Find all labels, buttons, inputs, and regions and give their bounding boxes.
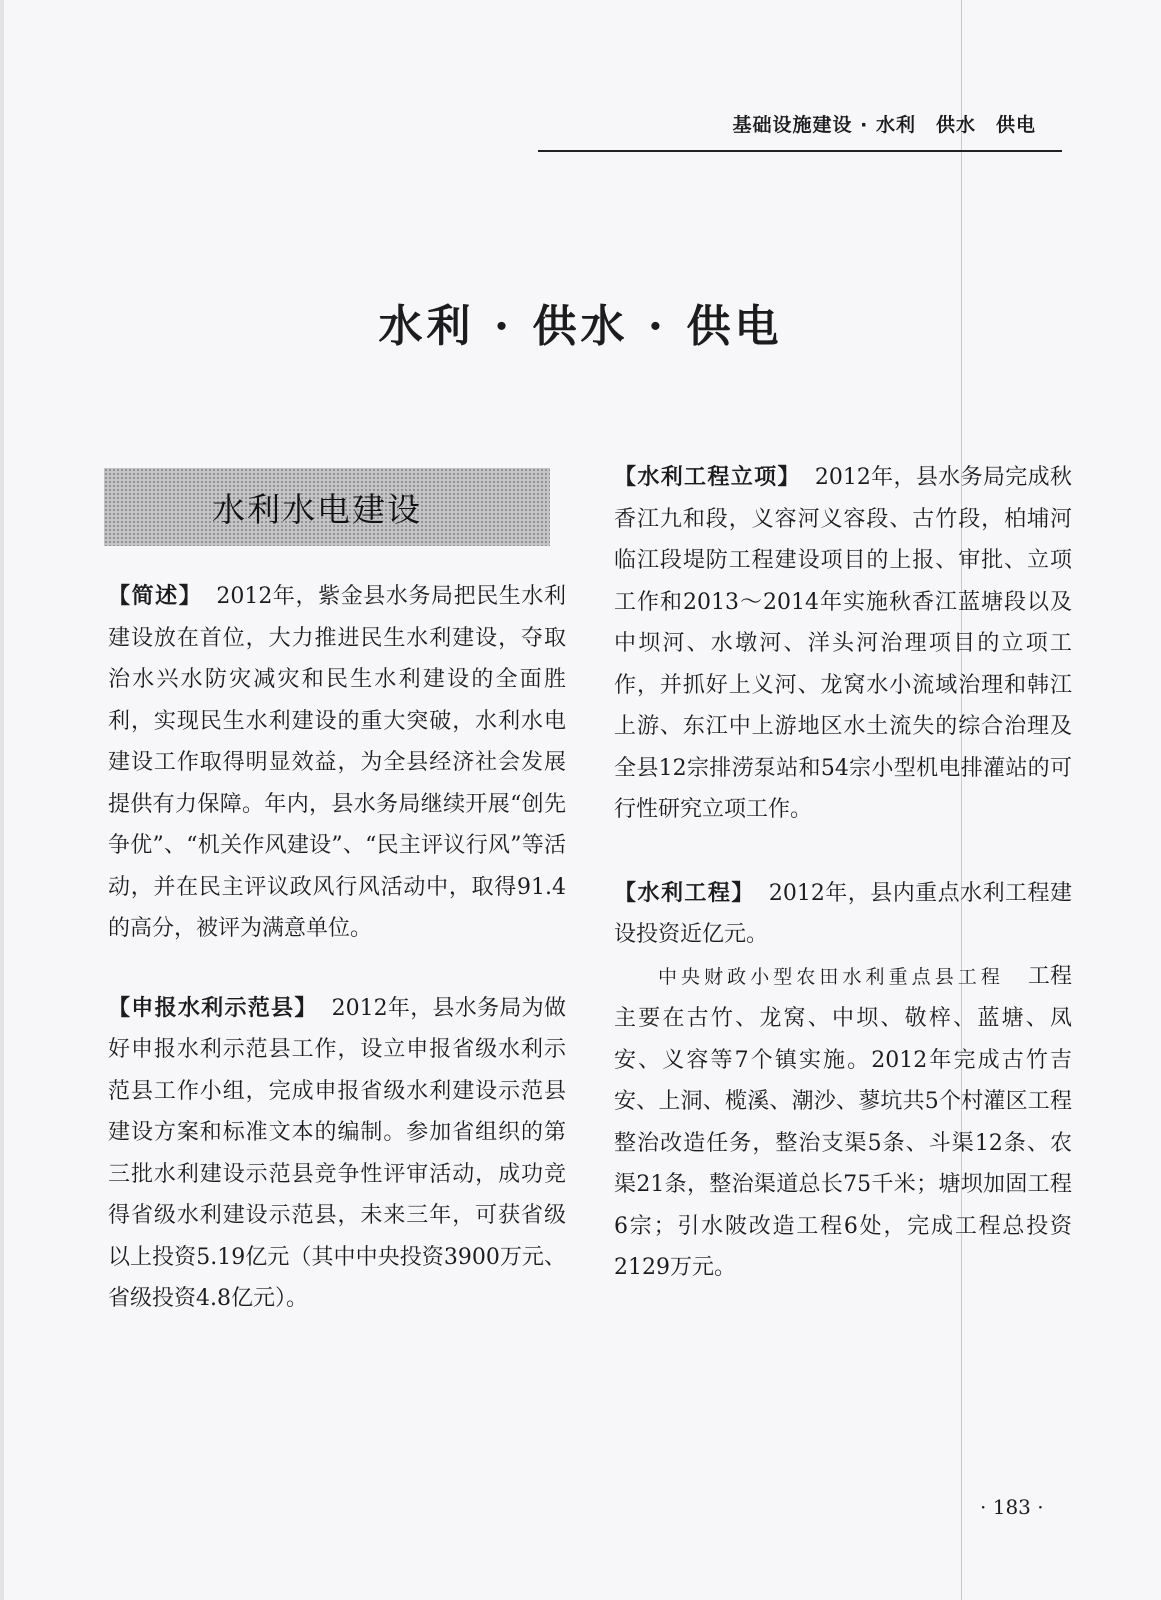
right-column bbox=[614, 457, 1072, 1289]
entry-text: 工程主要在古竹、龙窝、中坝、敬梓、蓝塘、凤安、义容等7个镇实施。2012年完成古竹吉安、上洞、榄溪、潮沙、蓼坑共5个村灌区工程整治改造任务，整治支渠5条、斗渠12条、农渠21条，整治渠道总长75千米；塘坝加固工程6宗；引水陂改造工程6处，完成工程总投资2129万元。 bbox=[614, 963, 1072, 1280]
page-number: · 183 · bbox=[980, 1495, 1044, 1519]
entry-central-finance-project bbox=[614, 956, 1072, 1289]
entry-text: 2012年，紫金县水务局把民生水利建设放在首位，大力推进民生水利建设，夺取治水兴水防灾减灾和民生水利建设的全面胜利，实现民生水利建设的重大突破，水利水电建设工作取得明显效益，为全县经济社会发展提供有力保障。年内，县水务局继续开展“创先争优”、“机关作风建设”、“民主评议行风”等活动，并在民主评议政风行风活动中，取得91.4的高分，被评为满意单位。 bbox=[108, 584, 566, 941]
entry-text: 2012年，县水务局为做好申报水利示范县工作，设立申报省级水利示范县工作小组，完成申报省级水利建设示范县建设方案和标准文本的编制。参加省组织的第三批水利建设示范县竞争性评审活动，成功竞得省级水利建设示范县，未来三年，可获省级以上投资5.19亿元（其中中央投资3900万元、省级投资4.8亿元）。 bbox=[108, 995, 566, 1311]
section-banner bbox=[104, 468, 550, 546]
page-title: 水利 · 供水 · 供电 bbox=[378, 301, 783, 352]
entry-project-approval bbox=[614, 457, 1072, 831]
left-column bbox=[108, 576, 566, 1320]
entry-tag: 【简述】 bbox=[108, 584, 203, 609]
entry-text: 2012年，县内重点水利工程建设投资近亿元。 bbox=[614, 880, 1072, 947]
entry-tag: 【水利工程】 bbox=[614, 880, 755, 906]
entry-overview bbox=[108, 576, 566, 950]
entry-tag: 【水利工程立项】 bbox=[614, 465, 801, 490]
entry-text: 2012年，县水务局完成秋香江九和段，义容河义容段、古竹段，柏埔河临江段堤防工程建设项目的上报、审批、立项工作和2013～2014年实施秋香江蓝塘段以及中坝河、水墩河、洋头河治理项目的立项工作，并抓好上义河、龙窝水小流域治理和韩江上游、东江中上游地区水土流失的综合治理及全县12宗排涝泵站和54宗小型机电排灌站的可行性研究立项工作。 bbox=[614, 465, 1072, 822]
header-rule bbox=[538, 150, 1062, 152]
entry-demo-county bbox=[108, 988, 566, 1320]
running-head: 基础设施建设 · 水利 供水 供电 bbox=[732, 114, 1036, 136]
section-title: 水利水电建设 bbox=[212, 489, 422, 529]
entry-water-projects bbox=[614, 873, 1072, 956]
scan-edge bbox=[0, 0, 4, 1600]
entry-subheading: 中央财政小型农田水利重点县工程 bbox=[658, 965, 1004, 988]
entry-tag: 【申报水利示范县】 bbox=[108, 995, 318, 1021]
